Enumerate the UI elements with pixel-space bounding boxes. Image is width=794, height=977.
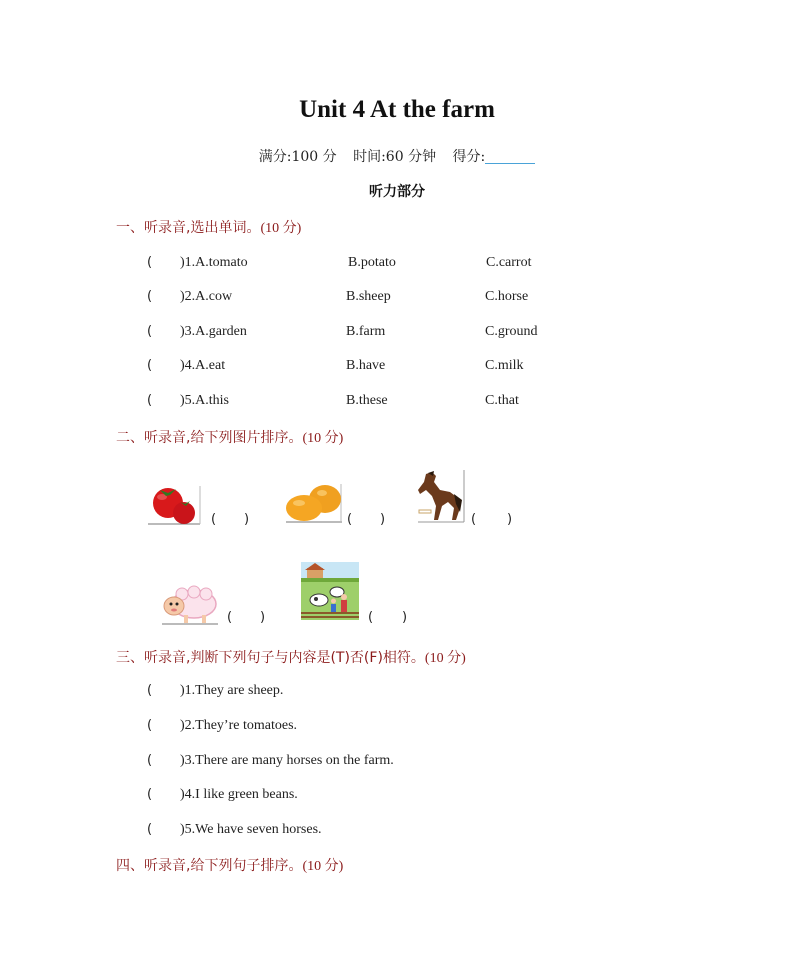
option-b: B.potato [348,255,396,270]
score-blank[interactable] [485,149,535,164]
statement-text: )1.They are sheep. [180,683,284,698]
answer-paren-open[interactable]: ( [147,753,153,768]
section-3-heading [116,647,466,667]
sheep-picture [160,584,220,626]
option-a: )5.A.this [180,393,229,408]
option-a: )4.A.eat [180,358,226,373]
option-b: B.these [346,393,388,408]
sheep-order-close: ) [260,610,266,625]
statement-text: )3.There are many horses on the farm. [180,753,394,768]
section-3-points: (10 分) [424,651,466,666]
option-c: C.milk [485,358,524,373]
horse-order-close: ) [507,512,513,527]
option-b: B.have [346,358,386,373]
tomato-order-close: ) [244,512,250,527]
farm-picture [301,562,359,620]
answer-paren-open[interactable]: ( [147,822,153,837]
option-c: C.horse [485,289,529,304]
statement-text: )2.They’re tomatoes. [180,718,298,733]
answer-paren-open[interactable]: ( [147,718,153,733]
option-a: )3.A.garden [180,324,247,339]
statement-text: )5.We have seven horses. [180,822,322,837]
section-1-points: (10 分) [260,221,302,236]
section-1-title: 一、听录音,选出单词。 [116,220,261,236]
option-c: C.that [485,393,519,408]
section-4-points: (10 分) [302,859,344,874]
score-label: 得分: [452,149,486,165]
option-c: C.ground [485,324,538,339]
sheep-order-open[interactable]: ( [227,610,233,625]
option-c: C.carrot [486,255,532,270]
score-info [0,146,794,166]
option-b: B.sheep [346,289,391,304]
farm-order-close: ) [402,610,408,625]
answer-paren-open[interactable]: ( [147,787,153,802]
section-4-heading [116,855,343,875]
section-1-heading [116,217,301,237]
statement-text: )4.I like green beans. [180,787,298,802]
section-2-title: 二、听录音,给下列图片排序。 [116,430,303,446]
answer-paren-open[interactable]: ( [147,289,153,304]
option-a: )1.A.tomato [180,255,248,270]
option-b: B.farm [346,324,386,339]
section-4-title: 四、听录音,给下列句子排序。 [116,858,303,874]
time-limit: 时间:60 分钟 [353,149,437,165]
section-2-points: (10 分) [302,431,344,446]
tomato-order-open[interactable]: ( [211,512,217,527]
potato-order-open[interactable]: ( [347,512,353,527]
answer-paren-open[interactable]: ( [147,683,153,698]
option-a: )2.A.cow [180,289,233,304]
answer-paren-open[interactable]: ( [147,358,153,373]
part-title: 听力部分 [369,184,425,200]
section-2-heading [116,427,343,447]
answer-paren-open[interactable]: ( [147,255,153,270]
horse-order-open[interactable]: ( [471,512,477,527]
answer-paren-open[interactable]: ( [147,324,153,339]
horse-picture [416,468,468,524]
page-title: Unit 4 At the farm [299,96,495,123]
answer-paren-open[interactable]: ( [147,393,153,408]
score-field[interactable] [453,149,536,165]
farm-order-open[interactable]: ( [368,610,374,625]
section-3-title: 三、听录音,判断下列句子与内容是(T)否(F)相符。 [116,650,425,666]
full-score: 满分:100 分 [258,149,337,165]
tomato-picture [146,484,202,526]
potato-picture [284,480,344,524]
potato-order-close: ) [380,512,386,527]
